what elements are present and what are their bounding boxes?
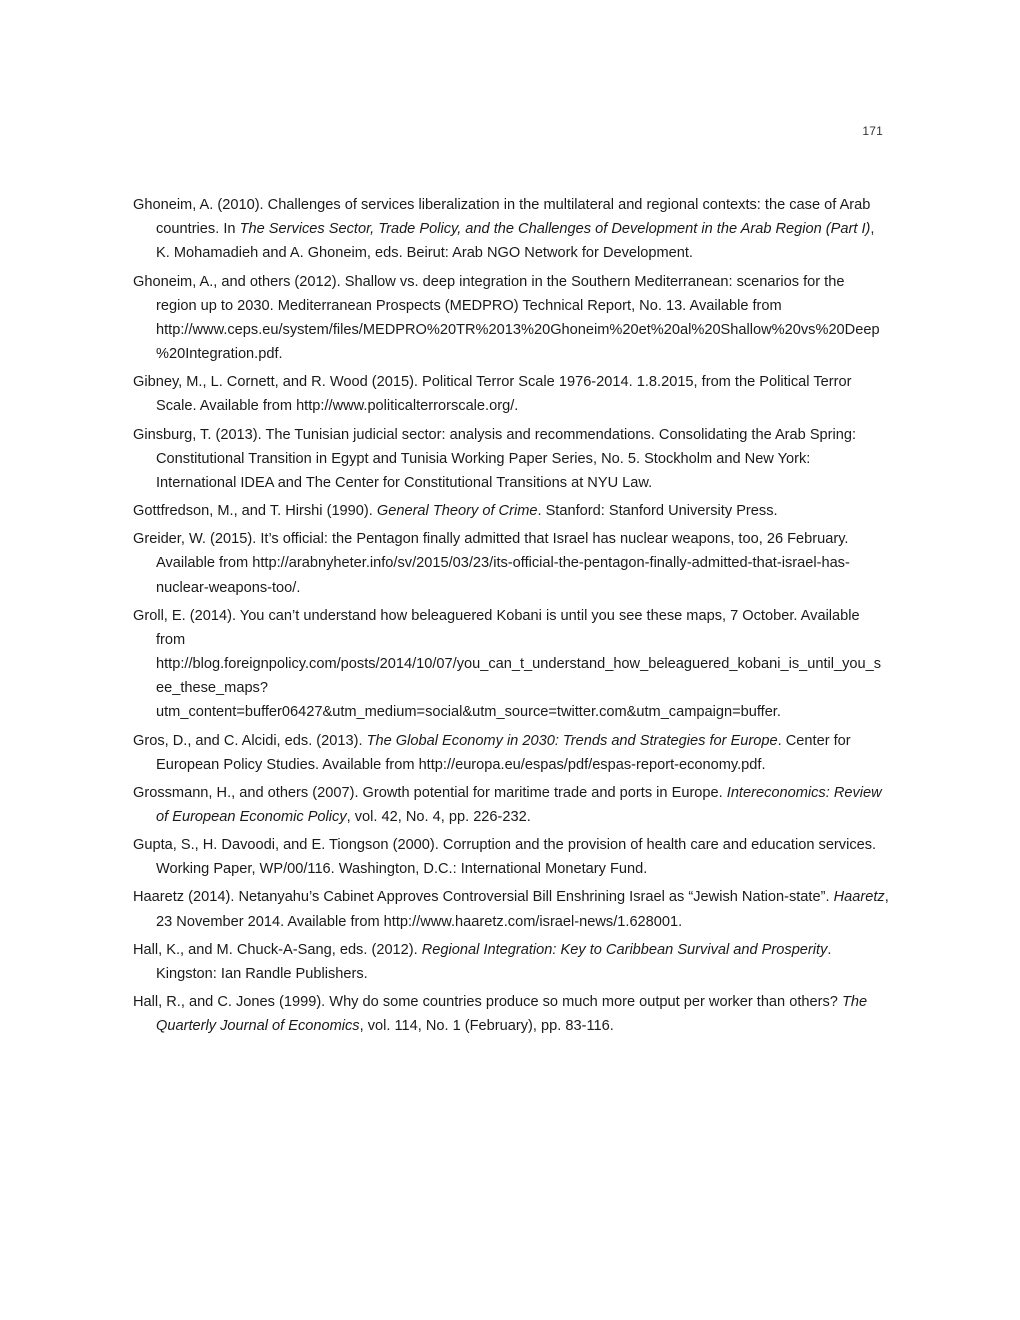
reference-text: Ginsburg, T. (2013). The Tunisian judicial sector: analysis and recommendations. Consolidating the Arab Spring: Constitutional Transition in Egypt and Tunisia Working Paper Series, No. 5. Stockholm and New York: International IDEA and The Center for Constitutional Transitions at NYU Law. bbox=[133, 426, 857, 491]
reference-text: Gupta, S., H. Davoodi, and E. Tiongson (2000). Corruption and the provision of health care and education services. Working Paper, WP/00/116. Washington, D.C.: International Monetary Fund. bbox=[133, 837, 877, 878]
reference-text: . Center for European Policy Studies. Available from http://europa.eu/espas/pdf/espas-report-economy.pdf. bbox=[156, 732, 851, 773]
reference-text: . Kingston: Ian Randle Publishers. bbox=[156, 941, 832, 982]
reference-text: Haaretz (2014). Netanyahu’s Cabinet Approves Controversial Bill Enshrining Israel as “Jewish Nation-state”. bbox=[133, 889, 834, 906]
reference-text: Greider, W. (2015). It’s official: the Pentagon finally admitted that Israel has nuclear weapons, too, 26 February. Available from http://arabnyheter.info/sv/2015/03/23/its-official-the-pentagon-finally-admitted-that-israel-has-nuclear-weapons-too/. bbox=[133, 531, 850, 596]
reference-text: Hall, K., and M. Chuck-A-Sang, eds. (2012). bbox=[133, 941, 422, 958]
reference-text: Ghoneim, A. (2010). Challenges of services liberalization in the multilateral and regional contexts: the case of Arab countries. In bbox=[133, 197, 871, 238]
reference-text: Gibney, M., L. Cornett, and R. Wood (2015). Political Terror Scale 1976-2014. 1.8.2015, from the Political Terror Scale. Available from http://www.politicalterrorscale.org/. bbox=[133, 374, 852, 415]
reference-entry bbox=[133, 833, 889, 881]
reference-text: Ghoneim, A., and others (2012). Shallow vs. deep integration in the Southern Mediterranean: scenarios for the region up to 2030. Mediterranean Prospects (MEDPRO) Technical Report, No. 13. Available from http://www.ceps.eu/system/files/MEDPRO%20TR%2013%20Ghoneim%20et%20al%20Shallow%20vs%20Deep%20Integration.pdf. bbox=[133, 273, 880, 363]
reference-text: Grossmann, H., and others (2007). Growth potential for maritime trade and ports in Europe. bbox=[133, 784, 727, 801]
reference-text: , K. Mohamadieh and A. Ghoneim, eds. Beirut: Arab NGO Network for Development. bbox=[156, 221, 875, 262]
reference-text: Gottfredson, M., and T. Hirshi (1990). bbox=[133, 503, 377, 519]
reference-entry bbox=[133, 990, 889, 1038]
reference-entry bbox=[133, 193, 889, 266]
reference-text: , vol. 114, No. 1 (February), pp. 83-116. bbox=[359, 1018, 614, 1035]
reference-entry bbox=[133, 270, 889, 367]
reference-entry bbox=[133, 604, 889, 725]
reference-text: , 23 November 2014. Available from http://www.haaretz.com/israel-news/1.628001. bbox=[156, 889, 889, 930]
reference-title-italic: General Theory of Crime bbox=[376, 503, 538, 519]
reference-entry bbox=[133, 885, 889, 933]
reference-list bbox=[133, 193, 889, 1042]
reference-text: . Stanford: Stanford University Press. bbox=[537, 503, 778, 519]
reference-text: Hall, R., and C. Jones (1999). Why do some countries produce so much more output per worker than others? bbox=[133, 993, 842, 1010]
reference-entry bbox=[133, 370, 889, 418]
reference-entry bbox=[133, 938, 889, 986]
reference-title-italic: Intereconomics: Review of European Economic Policy bbox=[156, 784, 882, 825]
page-number: 171 bbox=[862, 124, 883, 138]
reference-text: Groll, E. (2014). You can’t understand how beleaguered Kobani is until you see these maps, 7 October. Available from http://blog.foreignpolicy.com/posts/2014/10/07/you_can_t_understand_how_beleaguered_kobani_is_until_you_see_these_maps?utm_content=buffer06427&utm_medium=social&utm_source=twitter.com&utm_campaign=buffer. bbox=[133, 607, 882, 721]
reference-title-italic: Haaretz bbox=[833, 889, 885, 906]
reference-entry bbox=[133, 499, 889, 523]
reference-entry bbox=[133, 781, 889, 829]
reference-text: , vol. 42, No. 4, pp. 226-232. bbox=[346, 809, 531, 825]
reference-title-italic: The Services Sector, Trade Policy, and the Challenges of Development in the Arab Region (Part I) bbox=[239, 221, 871, 238]
reference-title-italic: The Global Economy in 2030: Trends and Strategies for Europe bbox=[366, 732, 778, 749]
reference-text: Gros, D., and C. Alcidi, eds. (2013). bbox=[133, 732, 367, 749]
reference-entry bbox=[133, 527, 889, 600]
reference-title-italic: Regional Integration: Key to Caribbean Survival and Prosperity bbox=[421, 941, 828, 958]
reference-entry bbox=[133, 729, 889, 777]
reference-title-italic: The Quarterly Journal of Economics bbox=[156, 993, 868, 1035]
reference-entry bbox=[133, 423, 889, 496]
